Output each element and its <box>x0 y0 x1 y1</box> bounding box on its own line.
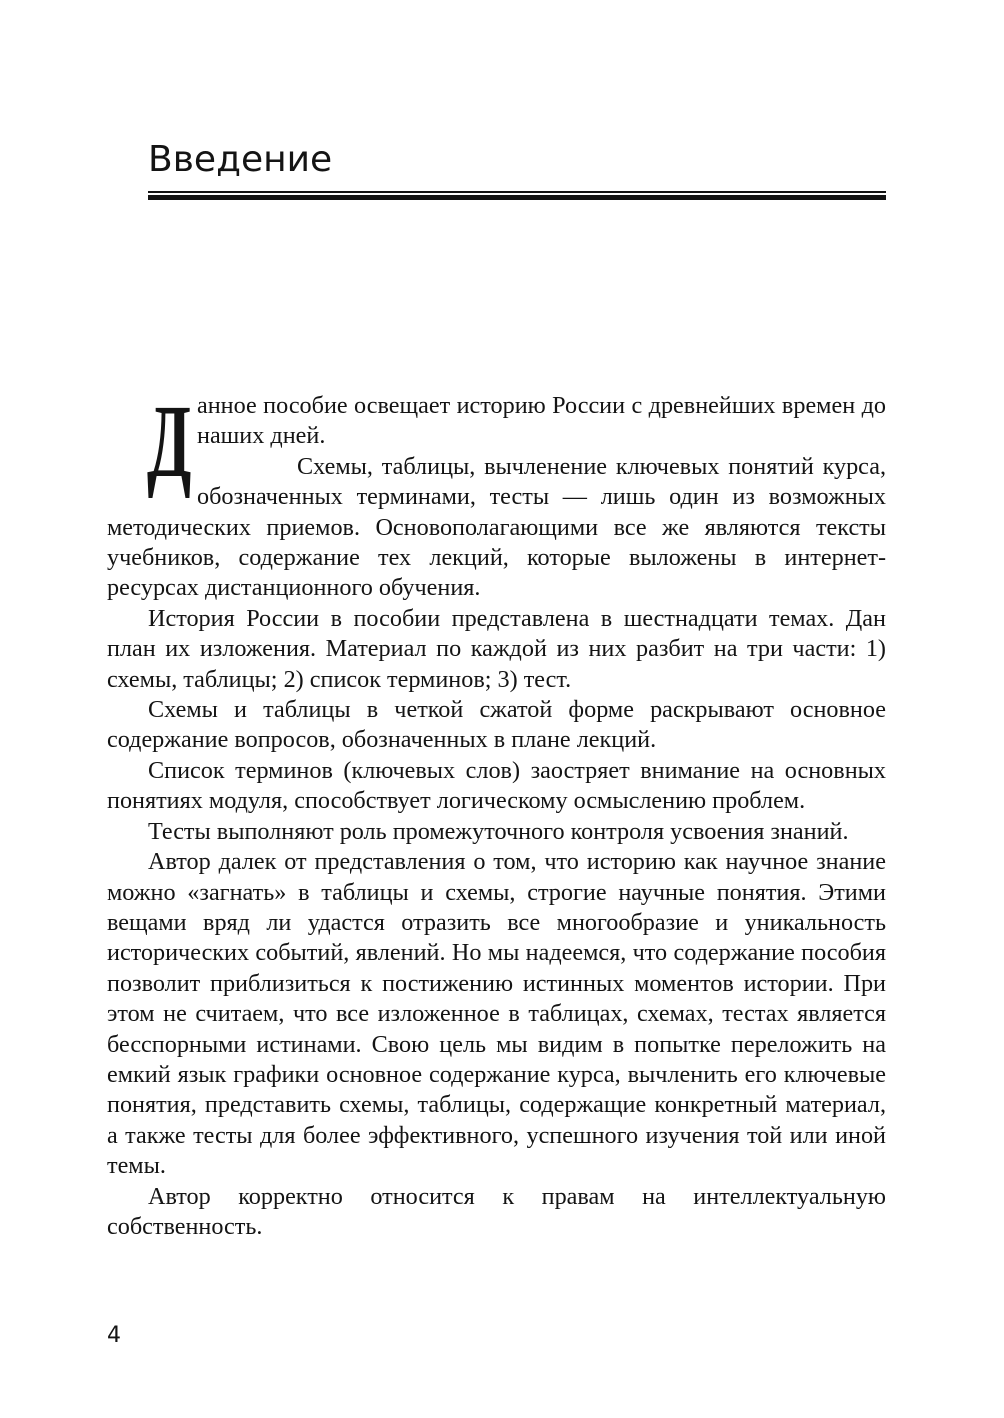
paragraph-1-text: анное пособие освещает историю России с древнейших времен до наших дней. <box>197 392 886 450</box>
paragraph-3: История России в пособии представлена в шестнадцати темах. Дан план их изложения. Материал по каждой из них разбит на три части: 1) схемы, таблицы; 2) список терминов; 3) тест. <box>107 604 886 693</box>
paragraph-4: Схемы и таблицы в четкой сжатой форме раскрывают основное содержание вопросов, обозначенных в плане лекций. <box>107 696 886 754</box>
title-rule-thin <box>148 191 886 193</box>
paragraph-2-text: Схемы, таблицы, вычленение ключевых понятий курса, обозначенных терминами, тесты — лишь один из возможных методических приемов. Основополагающими все же являются тексты учебников, содержание тех лекций, которые выложены в интернет-ресурсах дистанционного обучения. <box>107 452 886 602</box>
paragraph-5: Список терминов (ключевых слов) заостряет внимание на основных понятиях модуля, способствует логическому осмыслению проблем. <box>107 756 886 815</box>
page-title: Введение <box>148 139 333 180</box>
body-text <box>107 384 886 1242</box>
title-rule-thick <box>148 195 886 200</box>
drop-cap: Д <box>147 384 192 499</box>
page-number: 4 <box>107 1323 121 1348</box>
paragraph-2 <box>107 452 886 604</box>
paragraph-8: Автор корректно относится к правам на интеллектуальную собственность. <box>107 1182 886 1240</box>
paragraph-7: Автор далек от представления о том, что историю как научное знание можно «загнать» в таблицы и схемы, строгие научные понятия. Этими вещами вряд ли удастся отразить все многообразие и уникальность исторических событий, явлений. Но мы надеемся, что содержание пособия позволит приблизиться к постижению истинных моментов истории. При этом не считаем, что все изложенное в таблицах, схемах, тестах является бесспорными истинами. Свою цель мы видим в попытке переложить на емкий язык графики основное содержание курса, вычленить его ключевые понятия, представить схемы, таблицы, содержащие конкретный материал, а также тесты для более эффективного, успешного изучения той или иной темы. <box>107 848 886 1180</box>
paragraph-6: Тесты выполняют роль промежуточного контроля усвоения знаний. <box>148 817 849 845</box>
paragraph-1 <box>107 384 886 499</box>
